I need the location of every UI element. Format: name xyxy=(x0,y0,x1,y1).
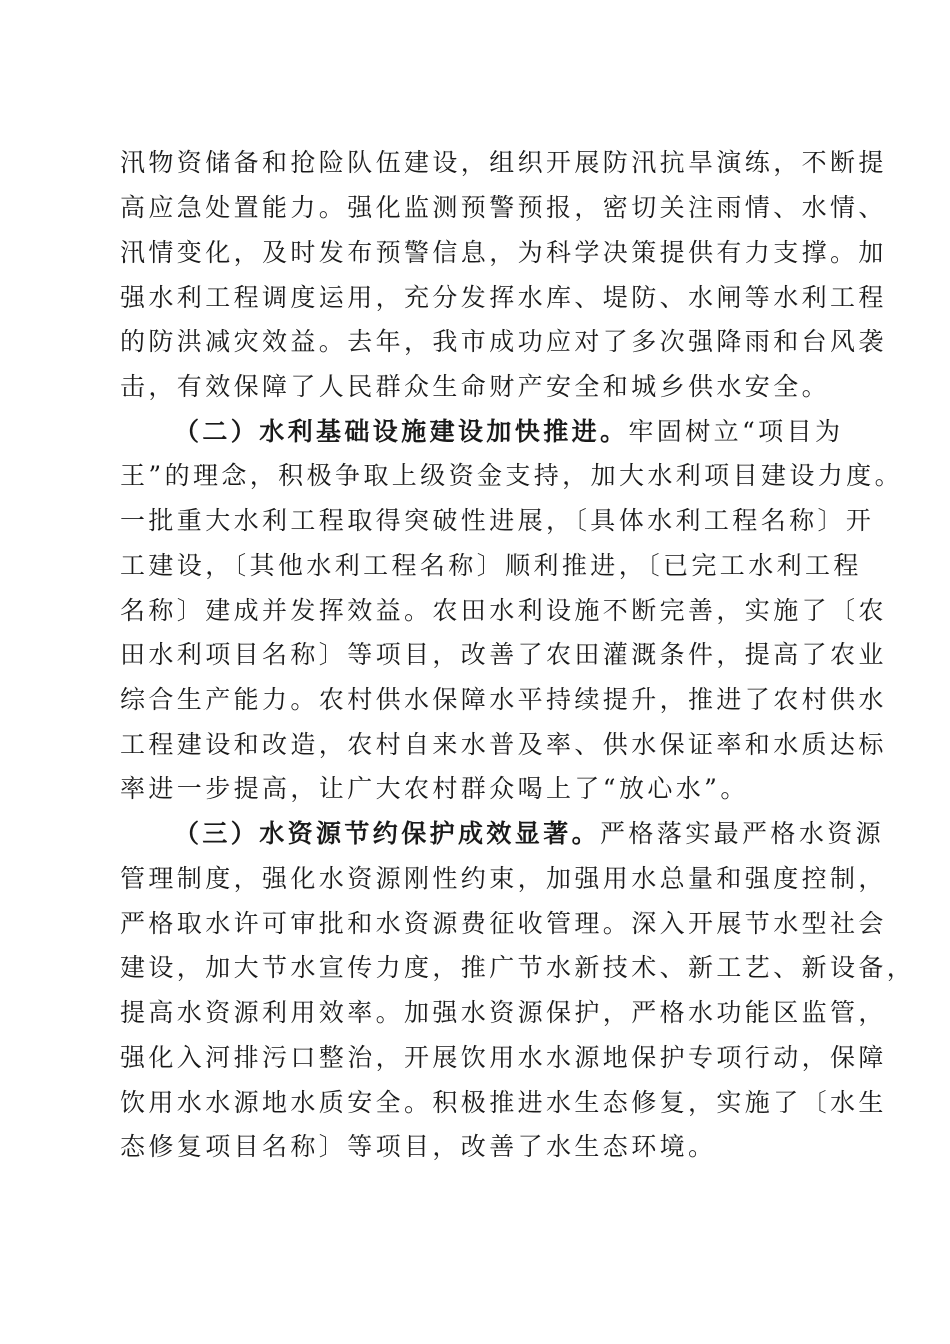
paragraph-2-line-8: 工程建设和改造，农村自来水普及率、供水保证率和水质达标 xyxy=(120,730,887,759)
paragraph-2-line-7: 综合生产能力。农村供水保障水平持续提升，推进了农村供水 xyxy=(120,685,887,714)
paragraph-2-line-9: 率进一步提高，让广大农村群众喝上了“放心水”。 xyxy=(120,774,749,803)
section-heading-3: （三）水资源节约保护成效显著。 xyxy=(174,819,601,848)
paragraph-2-line-3: 一批重大水利工程取得突破性进展，〔具体水利工程名称〕开 xyxy=(120,506,875,535)
paragraph-1-line-5: 的防洪减灾效益。去年，我市成功应对了多次强降雨和台风袭 xyxy=(120,327,887,356)
paragraph-3-lead-text: 严格落实最严格水资源 xyxy=(600,819,885,848)
section-heading-2: （二）水利基础设施建设加快推进。 xyxy=(174,417,629,446)
paragraph-1-line-3: 汛情变化，及时发布预警信息，为科学决策提供有力支撑。加 xyxy=(120,238,887,267)
paragraph-3-line-3: 严格取水许可审批和水资源费征收管理。深入开展节水型社会 xyxy=(120,909,887,938)
paragraph-1-line-4: 强水利工程调度运用，充分发挥水库、堤防、水闸等水利工程 xyxy=(120,283,887,312)
paragraph-2-line-4: 工建设，〔其他水利工程名称〕顺利推进，〔已完工水利工程 xyxy=(120,551,862,580)
paragraph-3-line-7: 饮用水水源地水质安全。积极推进水生态修复，实施了〔水生 xyxy=(120,1088,887,1117)
paragraph-1-line-1: 汛物资储备和抢险队伍建设，组织开展防汛抗旱演练，不断提 xyxy=(120,148,887,177)
paragraph-2-line-5: 名称〕建成并发挥效益。农田水利设施不断完善，实施了〔农 xyxy=(120,596,887,625)
paragraph-3-line-4: 建设，加大节水宣传力度，推广节水新技术、新工艺、新设备， xyxy=(120,953,916,982)
paragraph-2-line-1 xyxy=(120,414,843,450)
paragraph-3-line-8: 态修复项目名称〕等项目，改善了水生态环境。 xyxy=(120,1132,717,1161)
paragraph-3-line-2: 管理制度，强化水资源刚性约束，加强用水总量和强度控制， xyxy=(120,864,887,893)
paragraph-2-line-2: 王”的理念，积极争取上级资金支持，加大水利项目建设力度。 xyxy=(120,461,903,490)
paragraph-3-line-1 xyxy=(120,816,884,852)
paragraph-2-lead-text: 牢固树立“项目为 xyxy=(628,417,844,446)
paragraph-2-line-6: 田水利项目名称〕等项目，改善了农田灌溉条件，提高了农业 xyxy=(120,640,887,669)
paragraph-1-line-6: 击，有效保障了人民群众生命财产安全和城乡供水安全。 xyxy=(120,372,831,401)
paragraph-3-line-5: 提高水资源利用效率。加强水资源保护，严格水功能区监管， xyxy=(120,998,887,1027)
paragraph-1-line-2: 高应急处置能力。强化监测预警预报，密切关注雨情、水情、 xyxy=(120,193,887,222)
paragraph-3-line-6: 强化入河排污口整治，开展饮用水水源地保护专项行动，保障 xyxy=(120,1043,887,1072)
